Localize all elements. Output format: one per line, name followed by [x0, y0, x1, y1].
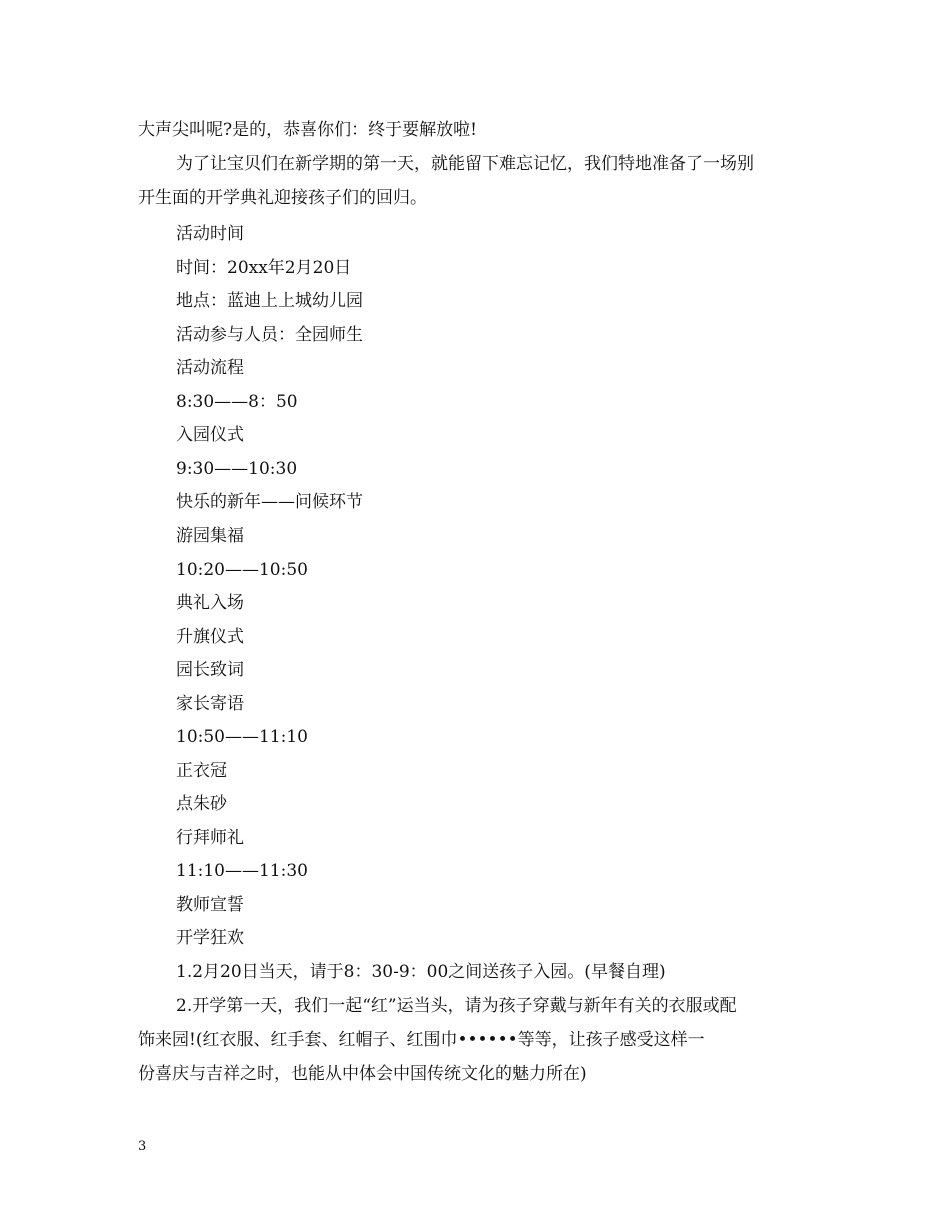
section-heading: 活动流程 — [176, 358, 244, 378]
notice-item: 2.开学第一天，我们一起“红”运当头，请为孩子穿戴与新年有关的衣服或配 — [176, 996, 737, 1016]
schedule-item: 入园仪式 — [176, 425, 244, 445]
schedule-item: 升旗仪式 — [176, 627, 244, 647]
event-location: 地点：蓝迪上上城幼儿园 — [176, 291, 363, 311]
section-heading: 活动时间 — [176, 224, 244, 244]
schedule-time: 10:20——10:50 — [176, 560, 308, 580]
notice-item-continued: 饰来园!(红衣服、红手套、红帽子、红围巾••••••等等，让孩子感受这样一 — [138, 1030, 705, 1050]
schedule-item: 快乐的新年——问候环节 — [176, 492, 363, 512]
schedule-item: 游园集福 — [176, 526, 244, 546]
schedule-item: 正衣冠 — [176, 761, 227, 781]
event-time: 时间：20xx年2月20日 — [176, 258, 352, 278]
schedule-time: 9:30——10:30 — [176, 459, 298, 479]
schedule-time: 8:30——8：50 — [176, 392, 298, 412]
schedule-item: 点朱砂 — [176, 794, 227, 814]
schedule-time: 10:50——11:10 — [176, 727, 308, 747]
page-number: 3 — [138, 1139, 147, 1154]
paragraph-line: 为了让宝贝们在新学期的第一天，就能留下难忘记忆，我们特地准备了一场别 — [176, 154, 754, 174]
notice-item-continued: 份喜庆与吉祥之时，也能从中体会中国传统文化的魅力所在) — [138, 1064, 587, 1084]
schedule-item: 教师宣誓 — [176, 895, 244, 915]
schedule-item: 典礼入场 — [176, 593, 244, 613]
schedule-item: 园长致词 — [176, 660, 244, 680]
schedule-time: 11:10——11:30 — [176, 861, 308, 881]
schedule-item: 开学狂欢 — [176, 928, 244, 948]
schedule-item: 家长寄语 — [176, 694, 244, 714]
paragraph-line: 开生面的开学典礼迎接孩子们的回归。 — [138, 188, 427, 208]
schedule-item: 行拜师礼 — [176, 828, 244, 848]
notice-item: 1.2月20日当天，请于8：30-9：00之间送孩子入园。(早餐自理) — [176, 962, 666, 982]
event-participants: 活动参与人员：全园师生 — [176, 325, 363, 345]
paragraph-line: 大声尖叫呢?是的，恭喜你们：终于要解放啦! — [138, 120, 477, 140]
